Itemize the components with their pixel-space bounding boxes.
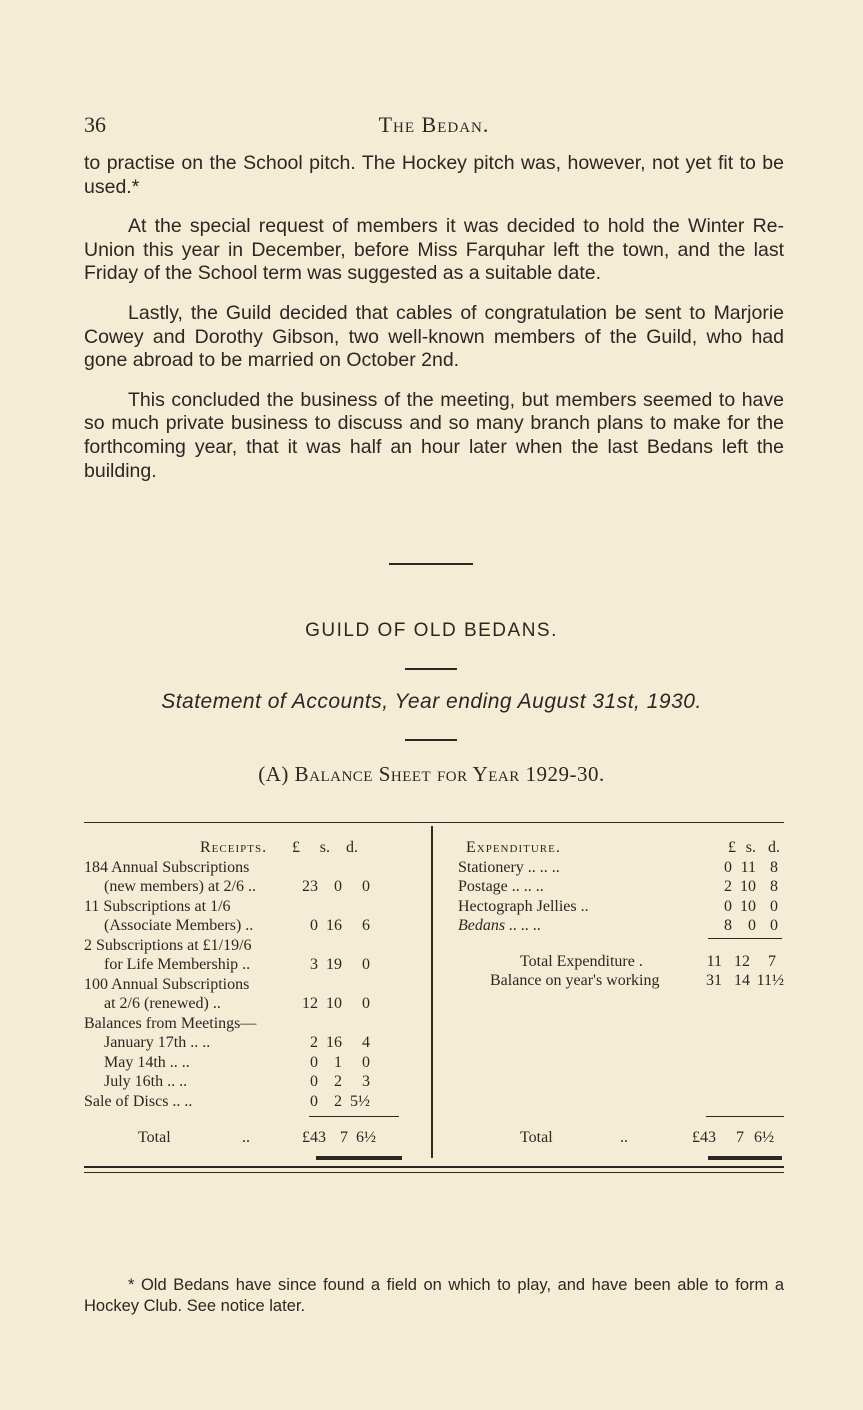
total-expenditure-pounds: 11	[706, 953, 722, 970]
expenditure-heading: Expenditure.	[466, 839, 561, 856]
expenditure-row	[440, 858, 784, 878]
receipts-row	[84, 858, 424, 878]
page-number: 36	[84, 112, 106, 137]
receipts-row-label: for Life Membership ..	[104, 956, 251, 973]
expenditure-row-label: Hectograph Jellies ..	[458, 897, 589, 915]
receipts-row	[84, 1072, 424, 1092]
receipts-row-label: 2 Subscriptions at £1/19/6	[84, 936, 252, 954]
expenditure-total-dots: ..	[620, 1129, 628, 1146]
receipts-total-pence: 6½	[356, 1129, 376, 1146]
receipts-row-shillings: 16	[326, 917, 342, 934]
receipts-row	[84, 1053, 424, 1073]
exp-unit-shillings: s.	[745, 839, 756, 856]
balance-pounds: 31	[706, 972, 722, 989]
expenditure-row-pence: 0	[770, 897, 778, 915]
expenditure-total-row	[440, 1128, 784, 1148]
receipts-row-pounds: 12	[302, 995, 318, 1012]
expenditure-sum-rule	[708, 938, 782, 939]
table-top-rule	[84, 822, 784, 823]
receipts-row-pence: 6	[362, 917, 370, 934]
receipts-row	[84, 916, 424, 936]
paragraph-3: Lastly, the Guild decided that cables of congratulation be sent to Marjorie Cowey and Dorothy Gibson, two well-known members of the Guild, who had gone abroad to be married on October 2nd.	[84, 301, 784, 372]
receipts-header	[84, 838, 424, 858]
receipts-row-label: May 14th .. ..	[104, 1053, 190, 1071]
receipts-total-pounds: £43	[302, 1129, 326, 1146]
receipts-row-pounds: 0	[310, 1053, 318, 1071]
expenditure-row-label: Stationery .. .. ..	[458, 858, 560, 876]
receipts-row-shillings: 19	[326, 956, 342, 973]
receipts-row-pounds: 0	[310, 1073, 318, 1090]
receipts-row	[84, 975, 424, 995]
expenditure-row	[440, 897, 784, 917]
balance-pence: 11½	[756, 972, 784, 989]
expenditure-table	[440, 838, 784, 1146]
receipts-row-label: Sale of Discs .. ..	[84, 1092, 193, 1110]
expenditure-row-pence: 0	[770, 917, 778, 934]
receipts-heading: Receipts.	[200, 839, 268, 856]
expenditure-row-shillings: 11	[740, 858, 756, 876]
receipts-row	[84, 877, 424, 897]
expenditure-total-rule	[706, 1116, 784, 1117]
receipts-row-pence: 0	[362, 1053, 370, 1071]
receipts-row-pence: 0	[362, 878, 370, 895]
expenditure-row-pence: 8	[770, 878, 778, 895]
expenditure-row	[440, 916, 784, 936]
receipts-row-shillings: 2	[334, 1092, 342, 1110]
exp-unit-pence: d.	[768, 839, 780, 856]
receipts-total-double-rule	[316, 1156, 402, 1160]
receipts-table	[84, 838, 424, 1146]
receipts-row-pence: 0	[362, 995, 370, 1012]
receipts-row	[84, 1033, 424, 1053]
table-center-rule	[431, 826, 433, 1158]
receipts-row	[84, 994, 424, 1014]
expenditure-header	[440, 838, 784, 858]
receipts-row-shillings: 2	[334, 1073, 342, 1090]
total-expenditure-pence: 7	[768, 953, 776, 970]
receipts-total-shillings: 7	[340, 1129, 348, 1146]
balance-row	[440, 971, 784, 991]
expenditure-row-pence: 8	[770, 858, 778, 876]
expenditure-row-pounds: 0	[724, 858, 732, 876]
section-title: GUILD OF OLD BEDANS.	[305, 620, 558, 641]
receipts-row-shillings: 0	[334, 878, 342, 895]
receipts-row-label: Balances from Meetings—	[84, 1014, 257, 1032]
table-bottom-rule-2	[84, 1172, 784, 1173]
receipts-row	[84, 1014, 424, 1034]
receipts-row-pounds: 3	[310, 956, 318, 973]
footnote: * Old Bedans have since found a field on which to play, and have been able to form a Hockey Club. See notice later.	[84, 1276, 784, 1315]
receipts-row-label: (new members) at 2/6 ..	[104, 878, 256, 895]
unit-pence: d.	[346, 839, 358, 856]
expenditure-row-shillings: 0	[748, 917, 756, 934]
divider-3	[405, 739, 457, 741]
balance-shillings: 14	[734, 972, 750, 989]
receipts-row-pounds: 0	[310, 917, 318, 934]
receipts-row-shillings: 10	[326, 995, 342, 1012]
table-bottom-rule	[84, 1166, 784, 1168]
receipts-row	[84, 955, 424, 975]
paragraph-2: At the special request of members it was decided to hold the Winter Re-Union this year in December, before Miss Farquhar left the town, and the last Friday of the School term was suggested as a suitable date.	[84, 215, 784, 285]
receipts-row-pence: 5½	[350, 1092, 370, 1110]
unit-pounds: £	[292, 839, 300, 856]
receipts-total-dots: ..	[242, 1129, 250, 1146]
expenditure-rows	[440, 858, 784, 936]
paragraph-4: This concluded the business of the meeting, but members seemed to have so much private business to discuss and so many branch plans to make for the forthcoming year, that it was half an hour later when the last Bedans left the building.	[84, 388, 784, 482]
expenditure-total-pence: 6½	[754, 1129, 774, 1146]
receipts-row-shillings: 16	[326, 1034, 342, 1051]
paragraph-1: to practise on the School pitch. The Hockey pitch was, however, not yet fit to be used.*	[84, 152, 784, 198]
receipts-row-pounds: 0	[310, 1092, 318, 1110]
receipts-row-label: (Associate Members) ..	[104, 917, 254, 934]
receipts-sum-rule	[309, 1116, 399, 1117]
expenditure-row-shillings: 10	[740, 878, 756, 895]
receipts-total-label: Total	[138, 1129, 171, 1146]
body-text	[84, 152, 784, 483]
balance-label: Balance on year's working	[490, 972, 660, 989]
receipts-total-row	[84, 1128, 424, 1148]
statement-title: Statement of Accounts, Year ending August 31st, 1930.	[161, 690, 702, 713]
receipts-row-label: January 17th .. ..	[104, 1034, 211, 1051]
expenditure-row-pounds: 0	[724, 897, 732, 915]
expenditure-row-label: Postage .. .. ..	[458, 878, 544, 895]
total-expenditure-label: Total Expenditure .	[520, 953, 643, 970]
expenditure-row	[440, 877, 784, 897]
expenditure-row-label: Bedans .. .. ..	[458, 917, 542, 934]
receipts-row-label: 100 Annual Subscriptions	[84, 975, 250, 993]
receipts-rows	[84, 858, 424, 1112]
receipts-row-label: 11 Subscriptions at 1/6	[84, 897, 231, 915]
expenditure-total-pounds: £43	[692, 1129, 716, 1146]
receipts-row-pence: 0	[362, 956, 370, 973]
balance-sheet-title: (A) Balance Sheet for Year 1929-30.	[258, 762, 605, 786]
total-expenditure-row	[440, 952, 784, 972]
expenditure-total-double-rule	[708, 1156, 782, 1160]
receipts-row	[84, 897, 424, 917]
receipts-row	[84, 936, 424, 956]
receipts-row-label: 184 Annual Subscriptions	[84, 858, 250, 876]
divider-1	[389, 563, 473, 565]
expenditure-total-label: Total	[520, 1129, 553, 1146]
receipts-row-pence: 3	[362, 1073, 370, 1090]
running-head: The Bedan.	[378, 112, 490, 137]
page-header	[84, 112, 784, 142]
receipts-row-pence: 4	[362, 1034, 370, 1051]
exp-unit-pounds: £	[728, 839, 736, 856]
expenditure-total-shillings: 7	[736, 1129, 744, 1146]
receipts-row-pounds: 23	[302, 878, 318, 895]
expenditure-row-pounds: 2	[724, 878, 732, 895]
receipts-row-shillings: 1	[334, 1053, 342, 1071]
unit-shillings: s.	[319, 839, 330, 856]
expenditure-row-shillings: 10	[740, 897, 756, 915]
receipts-row-pounds: 2	[310, 1034, 318, 1051]
divider-2	[405, 668, 457, 670]
total-expenditure-shillings: 12	[734, 953, 750, 970]
expenditure-row-pounds: 8	[724, 917, 732, 934]
receipts-row-label: July 16th .. ..	[104, 1073, 188, 1090]
receipts-row-label: at 2/6 (renewed) ..	[104, 995, 221, 1012]
receipts-row	[84, 1092, 424, 1112]
